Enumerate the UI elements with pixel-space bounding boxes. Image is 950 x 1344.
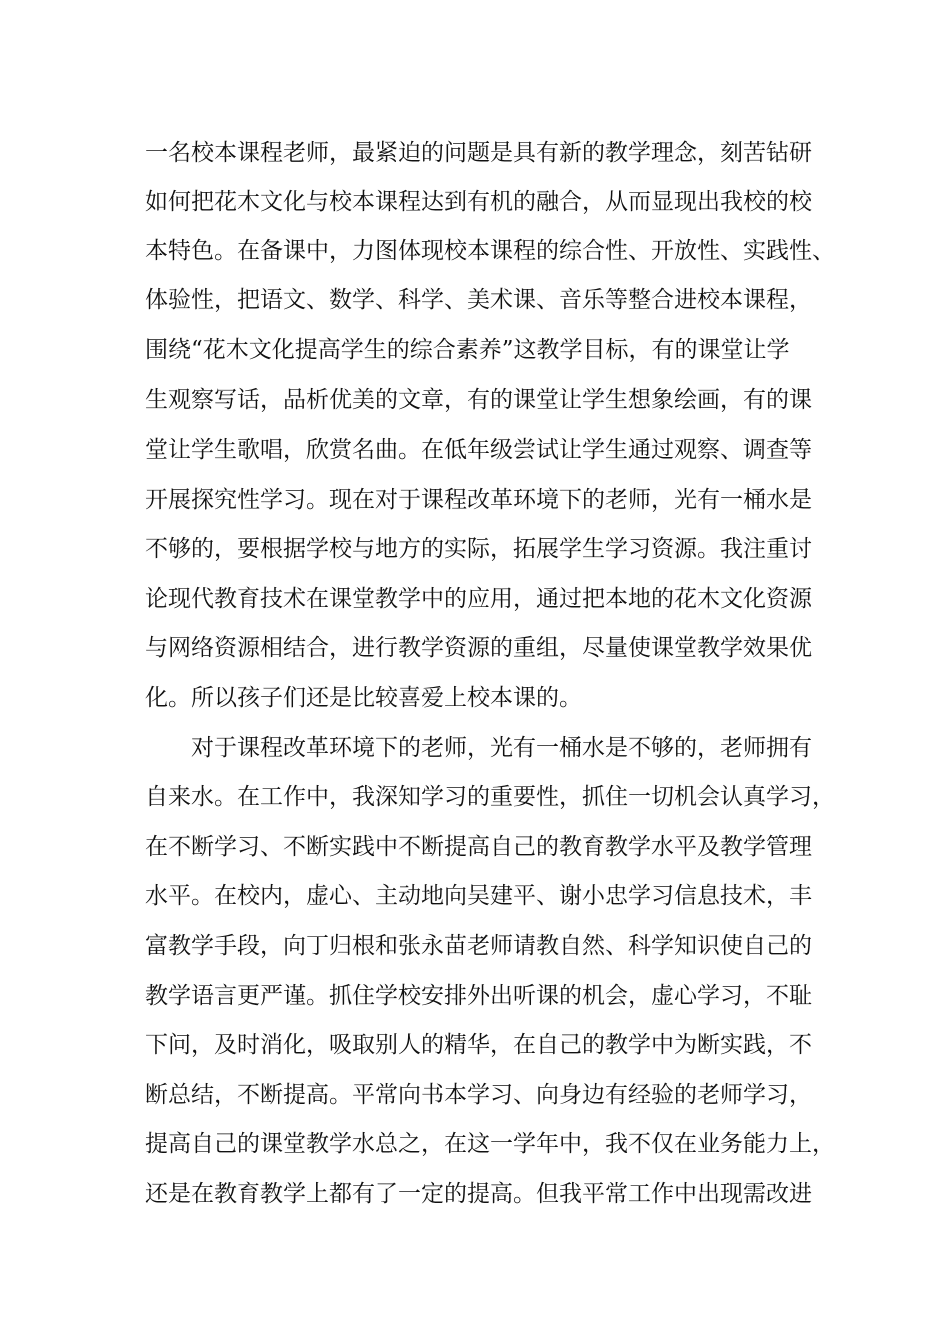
text-line: 论现代教育技术在课堂教学中的应用，通过把本地的花木文化资源 [145, 586, 812, 612]
text-line: 断总结，不断提高。平常向书本学习、向身边有经验的老师学习， [145, 1082, 812, 1108]
text-line: 还是在教育教学上都有了一定的提高。但我平常工作中出现需改进 [145, 1181, 812, 1207]
text-line: 生观察写话，品析优美的文章，有的课堂让学生想象绘画，有的课 [145, 387, 812, 413]
text-line: 富教学手段，向丁归根和张永苗老师请教自然、科学知识使自己的 [145, 933, 812, 959]
text-line: 如何把花木文化与校本课程达到有机的融合，从而显现出我校的校 [145, 189, 812, 215]
text-line: 下问，及时消化，吸取别人的精华，在自己的教学中为断实践，不 [145, 1032, 812, 1058]
text-line: 本特色。在备课中，力图体现校本课程的综合性、开放性、实践性、 [145, 238, 835, 264]
text-line: 与网络资源相结合，进行教学资源的重组，尽量使课堂教学效果优 [145, 635, 812, 661]
text-line: 不够的，要根据学校与地方的实际，拓展学生学习资源。我注重讨 [145, 536, 812, 562]
text-line: 水平。在校内，虚心、主动地向吴建平、谢小忠学习信息技术，丰 [145, 883, 812, 909]
text-line: 化。所以孩子们还是比较喜爱上校本课的。 [145, 685, 582, 711]
text-line: 围绕“花木文化提高学生的综合素养”这教学目标，有的课堂让学 [145, 337, 790, 363]
text-line: 教学语言更严谨。抓住学校安排外出听课的机会，虚心学习，不耻 [145, 983, 812, 1009]
text-line: 体验性，把语文、数学、科学、美术课、音乐等整合进校本课程， [145, 287, 812, 313]
text-line: 一名校本课程老师，最紧迫的问题是具有新的教学理念，刻苦钻研 [145, 140, 812, 166]
text-line: 提高自己的课堂教学水总之，在这一学年中，我不仅在业务能力上， [145, 1131, 835, 1157]
text-line: 在不断学习、不断实践中不断提高自己的教育教学水平及教学管理 [145, 834, 812, 860]
text-line: 自来水。在工作中，我深知学习的重要性，抓住一切机会认真学习， [145, 784, 835, 810]
text-line: 开展探究性学习。现在对于课程改革环境下的老师，光有一桶水是 [145, 487, 812, 513]
paragraph-first-line: 对于课程改革环境下的老师，光有一桶水是不够的，老师拥有 [191, 735, 812, 761]
text-line: 堂让学生歌唱，欣赏名曲。在低年级尝试让学生通过观察、调查等 [145, 437, 812, 463]
